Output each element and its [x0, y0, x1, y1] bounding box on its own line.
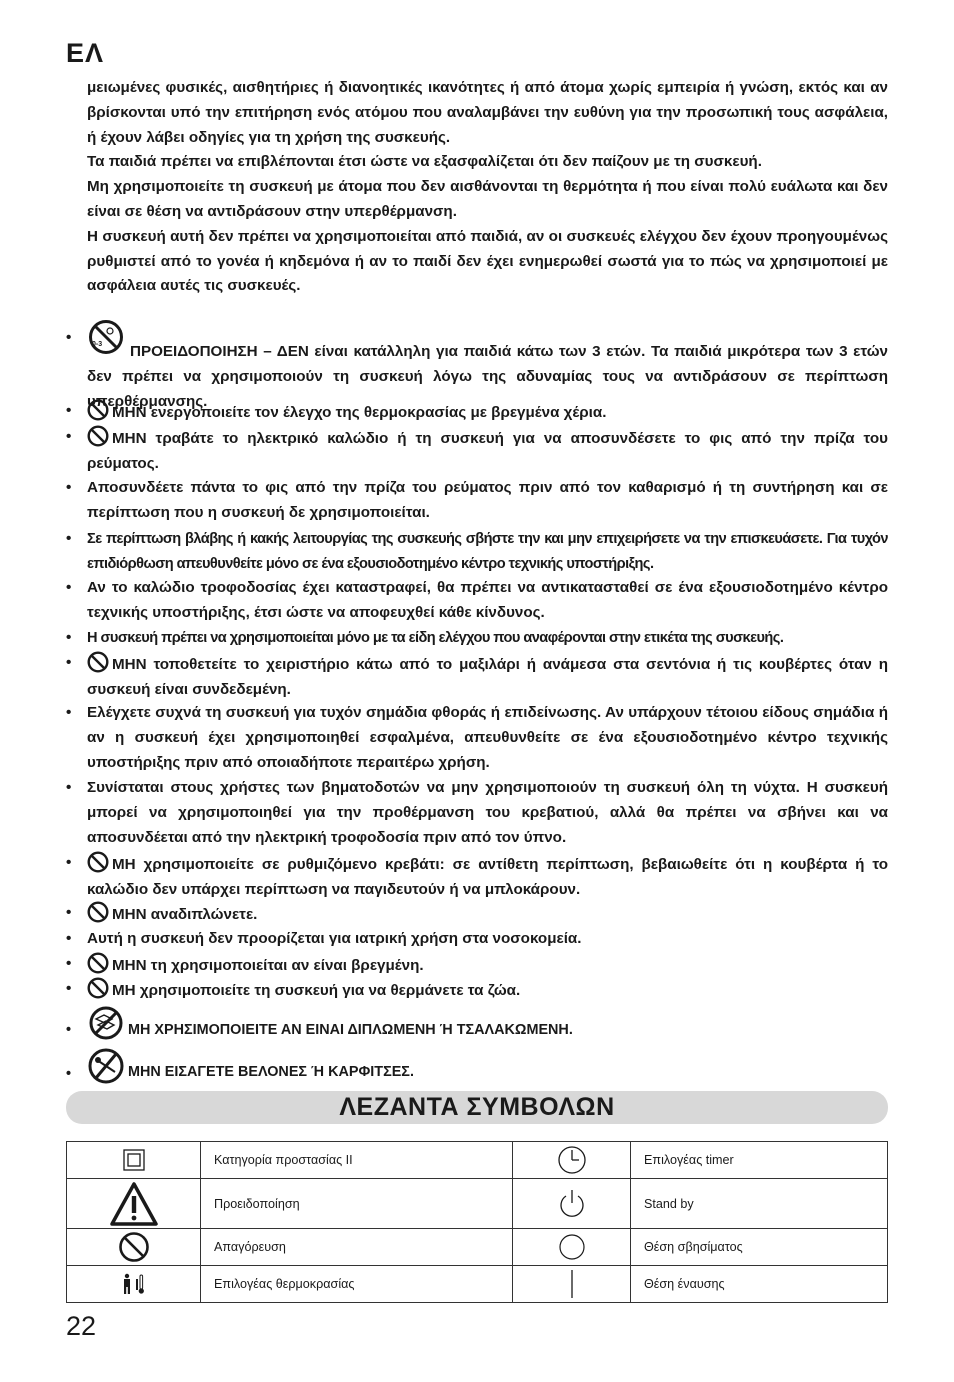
age-0-3-prohibited-icon	[87, 320, 127, 358]
bullet-dot: •	[66, 479, 72, 496]
intro-paragraph: μειωμένες φυσικές, αισθητήριες ή διανοητικές ικανότητες ή από άτομα χωρίς εμπειρία ή γνώση, εκτός και αν βρίσκονται υπό την επιτήρηση ενός ατόμου που αναλαμβάνει την ευθύνη για την προσωπική τους ασφάλεια, ή έχουν λάβει οδηγίες για τη χρήση της συσκευής.	[87, 79, 888, 146]
legend-symbol-cell	[513, 1266, 631, 1303]
safety-bullet	[66, 701, 888, 775]
safety-bullet	[66, 901, 888, 928]
prohibited-icon	[118, 1239, 150, 1253]
bullet-text: Αποσυνδέετε πάντα το φις από την πρίζα του ρεύματος πριν από τον καθαρισμό ή τη συντήρηση και σε περίπτωση που η συσκευή δε χρησιμοποιείται.	[87, 479, 888, 521]
safety-bullet	[66, 626, 888, 651]
safety-bullet	[66, 927, 888, 952]
bullet-dot: •	[66, 579, 72, 596]
legend-symbol-cell	[67, 1266, 201, 1303]
safety-bullet	[66, 527, 888, 577]
bullet-dot: •	[66, 904, 72, 921]
safety-bullet	[66, 576, 888, 626]
prohibited-icon	[87, 977, 109, 999]
bullet-dot: •	[66, 779, 72, 796]
bullet-dot: •	[66, 704, 72, 721]
intro-paragraph: Τα παιδιά πρέπει να επιβλέπονται έτσι ώστε να εξασφαλίζεται ότι δεν παίζουν με τη συσκευή.	[87, 153, 762, 171]
symbol-legend-table	[66, 1141, 888, 1303]
timer-icon	[557, 1152, 587, 1166]
safety-bullet	[66, 425, 888, 477]
bullet-text: ΜΗΝ ενεργοποιείτε τον έλεγχο της θερμοκρασίας με βρεγμένα χέρια.	[112, 404, 607, 421]
bullet-dot: •	[66, 654, 72, 671]
bullet-text: ΜΗΝ τραβάτε το ηλεκτρικό καλώδιο ή τη συσκευή για να αποσυνδέσετε το φις από την πρίζα του ρεύματος.	[87, 430, 888, 472]
legend-symbol-cell	[513, 1142, 631, 1179]
warning-icon	[109, 1196, 159, 1210]
bullet-dot: •	[66, 629, 72, 646]
legend-symbol-cell	[513, 1179, 631, 1229]
bullet-text: Σε περίπτωση βλάβης ή κακής λειτουργίας της συσκευής σβήστε την και μην επιχειρήσετε να την επισκευάσετε. Για τυχόν επιδιόρθωση απευθυνθείτε μόνο σε ένα εξουσιοδοτημένο κέντρο τεχνικής υποστήριξης.	[87, 531, 888, 572]
bullet-text: ΜΗΝ τη χρησιμοποιείται αν είναι βρεγμένη.	[112, 957, 424, 974]
legend-label: Θέση σβησίματος	[631, 1229, 888, 1266]
legend-title-banner: ΛΕΖΑΝΤΑ ΣΥΜΒΟΛΩΝ	[66, 1091, 888, 1124]
safety-bullet	[66, 776, 888, 850]
safety-bullet	[66, 1048, 888, 1085]
no-folding-icon	[87, 1006, 125, 1040]
standby-icon	[557, 1196, 587, 1210]
safety-bullet	[66, 952, 888, 979]
bullet-dot: •	[66, 428, 72, 445]
safety-bullet	[66, 399, 888, 426]
bullet-text: Αυτή η συσκευή δεν προορίζεται για ιατρική χρήση στα νοσοκομεία.	[87, 930, 582, 947]
prohibited-icon	[87, 399, 109, 421]
legend-symbol-cell	[67, 1142, 201, 1179]
intro-paragraph: Μη χρησιμοποιείτε τη συσκευή με άτομα που δεν αισθάνονται τη θερμότητα ή που είναι πολύ ευάλωτα και δεν είναι σε θέση να αντιδράσουν στην υπερθέρμανση.	[87, 178, 888, 220]
legend-label: Stand by	[631, 1179, 888, 1229]
bullet-dot: •	[66, 402, 72, 419]
safety-bullet	[66, 1006, 888, 1043]
bullet-text: ΜΗΝ ΕΙΣΑΓΕΤΕ ΒΕΛΟΝΕΣ Ή ΚΑΡΦΙΤΣΕΣ.	[128, 1064, 414, 1080]
prohibited-icon	[87, 952, 109, 974]
bullet-text: ΜΗ χρησιμοποιείτε σε ρυθμιζόμενο κρεβάτι: σε αντίθετη περίπτωση, βεβαιωθείτε ότι η κουβέρτα ή το καλώδιο δεν υπάρχει περίπτωση να παγιδευτούν ή να μπλοκάρουν.	[87, 856, 888, 898]
bullet-text: Ελέγχετε συχνά τη συσκευή για τυχόν σημάδια φθοράς ή επιδείνωσης. Αν υπάρχουν τέτοιου είδους σημάδια ή αν η συσκευή έχει χρησιμοποιηθεί εσφαλμένα, απευθυνθείτε σε ένα εξουσιοδοτημένο κέντρο τεχνικής υποστήριξης πριν από οποιαδήποτε περαιτέρω χρήση.	[87, 704, 888, 771]
bullet-text: ΜΗ χρησιμοποιείτε τη συσκευή για να θερμάνετε τα ζώα.	[112, 982, 521, 999]
bullet-text: Αν το καλώδιο τροφοδοσίας έχει καταστραφεί, θα πρέπει να αντικατασταθεί σε ένα εξουσιοδοτημένο κέντρο τεχνικής υποστήριξης, έτσι ώστε να αποφευχθεί κάθε κίνδυνος.	[87, 579, 888, 621]
no-pins-icon	[87, 1048, 125, 1084]
bullet-text: Συνίσταται στους χρήστες των βηματοδοτών να μην χρησιμοποιούν τη συσκευή όλη τη νύχτα. Η συσκευή μπορεί να χρησιμοποιηθεί για την προθέρμανση του κρεβατιού, αλλά θα πρέπει να σβήνει και να αποσυνδέεται από την ηλεκτρική τροφοδοσία πριν από τον ύπνο.	[87, 779, 888, 846]
language-label: ΕΛ	[66, 38, 105, 68]
bullet-dot: •	[66, 1066, 72, 1082]
legend-label: Κατηγορία προστασίας II	[201, 1142, 513, 1179]
bullet-dot: •	[66, 930, 72, 947]
prohibited-icon	[87, 901, 109, 923]
legend-row	[67, 1229, 888, 1266]
safety-bullet	[66, 651, 888, 703]
bullet-dot: •	[66, 1022, 72, 1038]
class-ii-icon	[122, 1152, 146, 1166]
intro-text	[87, 76, 888, 299]
off-icon	[558, 1239, 586, 1253]
legend-label: Επιλογέας θερμοκρασίας	[201, 1266, 513, 1303]
bullet-text: ΠΡΟΕΙΔΟΠΟΙΗΣΗ – ΔΕΝ είναι κατάλληλη για παιδιά κάτω των 3 ετών. Τα παιδιά μικρότερα των 3 ετών δεν πρέπει να χρησιμοποιούν τη συσκευή λόγω της αδυναμίας τους να αντιδράσουν σε περίπτωση υπερθέρμανσης.	[87, 343, 888, 410]
bullet-text: ΜΗ ΧΡΗΣΙΜΟΠΟΙΕΙΤΕ ΑΝ ΕΙΝΑΙ ΔΙΠΛΩΜΕΝΗ Ή ΤΣΑΛΑΚΩΜΕΝΗ.	[128, 1022, 573, 1038]
bullet-dot: •	[66, 955, 72, 972]
safety-bullet	[66, 851, 888, 903]
legend-symbol-cell	[67, 1179, 201, 1229]
bullet-text: ΜΗΝ τοποθετείτε το χειριστήριο κάτω από το μαξιλάρι ή ανάμεσα στα σεντόνια ή τις κουβέρτες όταν η συσκευή είναι συνδεδεμένη.	[87, 656, 888, 698]
prohibited-icon	[87, 425, 109, 447]
age-label: 0-3	[92, 341, 103, 348]
legend-row	[67, 1179, 888, 1229]
bullet-dot: •	[66, 530, 72, 547]
legend-symbol-cell	[67, 1229, 201, 1266]
safety-bullet	[66, 476, 888, 526]
prohibited-icon	[87, 851, 109, 873]
bullet-text: Η συσκευή πρέπει να χρησιμοποιείται μόνο με τα είδη ελέγχου που αναφέρονται στην ετικέτα της συσκευής.	[87, 630, 784, 646]
bullet-dot: •	[66, 854, 72, 871]
bullet-dot: •	[66, 980, 72, 997]
bullet-text: ΜΗΝ αναδιπλώνετε.	[112, 906, 258, 923]
legend-label: Απαγόρευση	[201, 1229, 513, 1266]
intro-paragraph: Η συσκευή αυτή δεν πρέπει να χρησιμοποιείται από παιδιά, αν οι συσκευές ελέγχου δεν έχουν προηγουμένως ρυθμιστεί από το γονέα ή κηδεμόνα ή αν το παιδί δεν έχει ενημερωθεί σωστά για το πώς να χρησιμοποιεί με ασφάλεια αυτές τις συσκευές.	[87, 227, 888, 295]
safety-bullet	[66, 977, 888, 1004]
legend-label: Επιλογέας timer	[631, 1142, 888, 1179]
legend-label: Προειδοποίηση	[201, 1179, 513, 1229]
legend-symbol-cell	[513, 1229, 631, 1266]
legend-row	[67, 1142, 888, 1179]
on-icon	[569, 1276, 575, 1290]
temperature-selector-icon	[121, 1276, 147, 1290]
legend-label: Θέση έναυσης	[631, 1266, 888, 1303]
prohibited-icon	[87, 651, 109, 673]
page-number: 22	[66, 1311, 97, 1341]
legend-row	[67, 1266, 888, 1303]
bullet-dot: •	[66, 329, 72, 346]
